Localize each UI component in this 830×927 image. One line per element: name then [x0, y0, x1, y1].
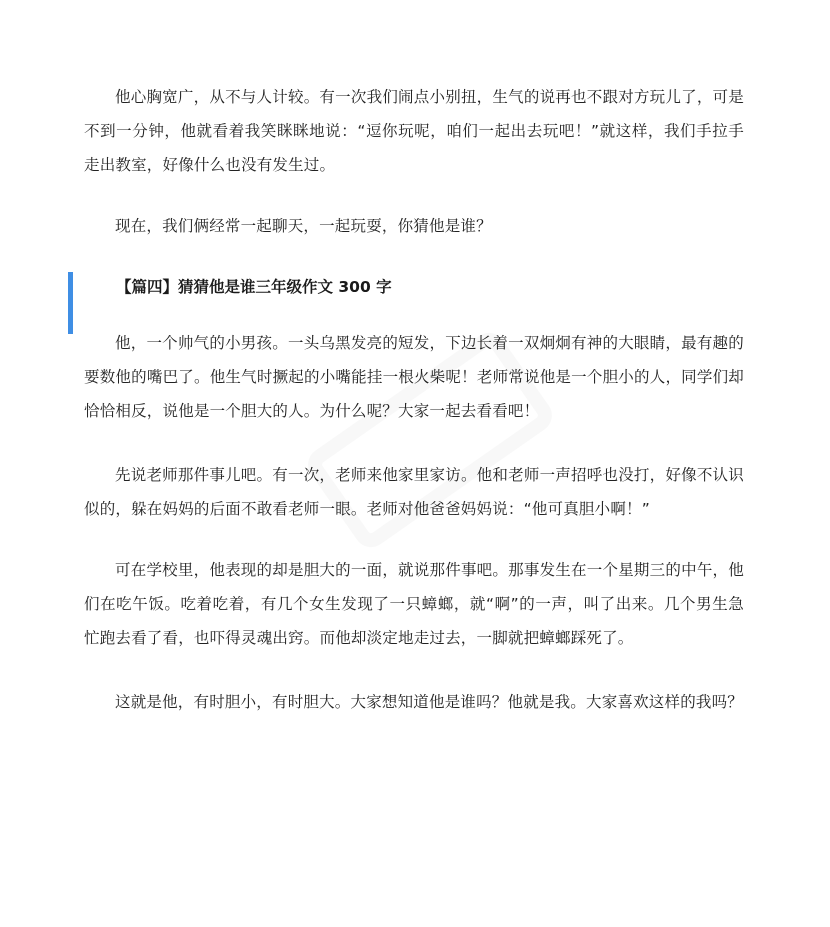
paragraph-3: 他，一个帅气的小男孩。一头乌黑发亮的短发，下边长着一双炯炯有神的大眼睛，最有趣的要数他的嘴巴了。他生气时撅起的小嘴能挂一根火柴呢！老师常说他是一个胆小的人，同学们却恰恰相反，说他是一个胆大的人。为什么呢？大家一起去看看吧！ — [84, 334, 744, 420]
paragraph-6: 这就是他，有时胆小，有时胆大。大家想知道他是谁吗？他就是我。大家喜欢这样的我吗？ — [115, 693, 744, 711]
paragraph-4: 先说老师那件事儿吧。有一次，老师来他家里家访。他和老师一声招呼也没打，好像不认识似的，躲在妈妈的后面不敢看老师一眼。老师对他爸爸妈妈说：“他可真胆小啊！” — [84, 466, 744, 518]
paragraph-2: 现在，我们俩经常一起聊天，一起玩耍，你猜他是谁？ — [115, 217, 492, 235]
heading-accent-bar — [68, 272, 73, 334]
heading-title: 【篇四】猜猜他是谁三年级作文 300 字 — [116, 278, 392, 296]
paragraph-5: 可在学校里，他表现的却是胆大的一面，就说那件事吧。那事发生在一个星期三的中午，他们在吃午饭。吃着吃着，有几个女生发现了一只蟑螂，就“啊”的一声，叫了出来。几个男生急忙跑去看了看，也吓得灵魂出窍。而他却淡定地走过去，一脚就把蟑螂踩死了。 — [84, 561, 744, 647]
section-heading — [68, 272, 768, 334]
paragraph-1: 他心胸宽广，从不与人计较。有一次我们闹点小别扭，生气的说再也不跟对方玩儿了，可是不到一分钟，他就看着我笑眯眯地说：“逗你玩呢，咱们一起出去玩吧！”就这样，我们手拉手走出教室，好像什么也没有发生过。 — [84, 88, 744, 174]
